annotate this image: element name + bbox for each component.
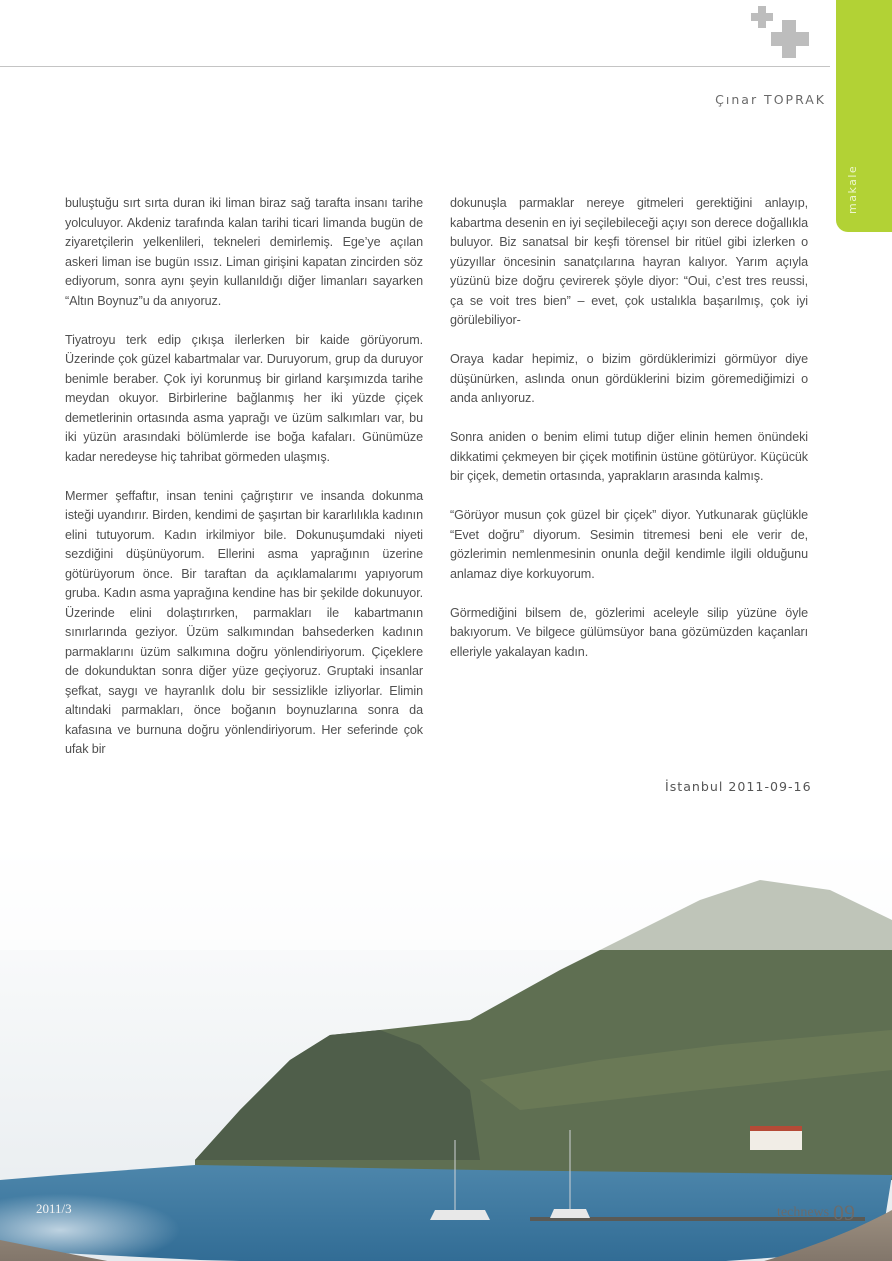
paragraph: Tiyatroyu terk edip çıkışa ilerlerken bir kaide görüyorum. Üzerinde çok güzel kabartmalar var. Duruyorum, grup da duruyor benimle beraber. Çok iyi korunmuş bir girland karşımızda tarihe meydan okuyor. Birbirlerine bağlanmış her iki yüzde çiçek demetlerinin ortasında asma yaprağı ve üzüm salkımları var, bu iki yüzün arasındaki bölümlerde ise boğa kafaları. Günümüze kadar neredeyse hiç tahribat görmeden ulaşmış. bbox=[65, 332, 423, 464]
harbor-ruins-photo bbox=[0, 830, 892, 1261]
author-name: Çınar TOPRAK bbox=[715, 92, 826, 107]
issue-number: 2011/3 bbox=[36, 1201, 72, 1216]
paragraph: Mermer şeffaftır, insan tenini çağrıştırır ve insanda dokunma isteği uyandırır. Birden, kendimi de şaşırtan bir kararlılıkla kadının elini tutuyorum. Kadın irkilmiyor bile. Dokunuşumdaki niyeti sezdiğini düşünüyorum. Ellerini asma yaprağının üzerine götürüyorum önce. Bir taraftan da açıklamalarımı yapıyorum gruba. Kadın asma yaprağına kendine has bir şekilde dokunuyor. Üzerinde elini dolaştırırken, parmakları ile kabartmanın sınırlarında geziyor. Üzüm salkımından bahsederken kadının parmaklarını üzüm salkımına doğru yönlendiriyorum. Çiçeklere de dokunduktan sonra diğer yüze geçiyoruz. Gruptaki insanlar şefkat, saygı ve hayranlık dolu bir sessizlikle izliyorlar. Elimin altındaki parmakları, önce boğanın boynuzlarına sonra da kafasına ve burnuna doğru yönlendiriyorum. Her seferinde çok ufak bir bbox=[65, 488, 423, 756]
paragraph: buluştuğu sırt sırta duran iki liman biraz sağ tarafta insanı tarihe yolculuyor. Akdeniz tarafında kalan tarihi ticari limanda bugün de ziyaretçilerin yelkenlileri, tekneleri demirlemiş. Ege’ye açılan askeri liman ise bugün ıssız. Liman girişini kapatan zincirden söz ediyorum, sonra aynı şeyin kullanıldığı diğer limanları sayarken “Altın Boynuz”u da anıyoruz. bbox=[65, 196, 423, 308]
paragraph: Oraya kadar hepimiz, o bizim gördüklerimizi görmüyor diye düşünürken, aslında onun gördüklerini bizim göremediğimizi o anda anlıyoruz. bbox=[450, 352, 808, 405]
paragraph: “Görüyor musun çok güzel bir çiçek” diyor. Yutkunarak güçlükle “Evet doğru” diyorum. Sesimin titremesi beni ele verir de, gözlerimin nemlenmesinin onunla değil kendimle ilgili olduğunu anlamaz diye korkuyorum. bbox=[450, 508, 808, 581]
article-signature: İstanbul 2011-09-16 bbox=[665, 779, 812, 794]
paragraph: Görmediğini bilsem de, gözlerimi aceleyle silip yüzüne öyle bakıyorum. Ve bilgece gülümsüyor bana gözümüzden kaçanları elleriyle yakalayan kadın. bbox=[450, 605, 808, 659]
page-number: 09 bbox=[833, 1200, 855, 1225]
plus-crosses-icon bbox=[750, 6, 812, 58]
section-tab-label: makale bbox=[846, 164, 859, 214]
article-left-column bbox=[65, 194, 423, 779]
header-divider bbox=[0, 66, 830, 67]
paragraph: dokunuşla parmaklar nereye gitmeleri gerektiğini anlayıp, kabartma desenin en iyi seçilebileceği açıyı son derece doğallıkla buluyor. Biz sanatsal bir keşfi törensel bir ritüel gibi izlerken o yüzyıllar öncesinin sanatçılarına hayran kalıyor. Yarım açıyla yüzünü bize doğru çevirerek şöyle diyor: “Oui, c’est tres reussi, ça se voit tres bien” – evet, çok ustalıkla başarılmış, çok iyi görülebiliyor- bbox=[450, 196, 808, 327]
paragraph: Sonra aniden o benim elimi tutup diğer elinin hemen önündeki dikkatimi çekmeyen bir çiçek motifinin üstüne götürüyor. Küçücük bir çiçek, demetin ortasında, yaprakların arasında kalmış. bbox=[450, 430, 808, 483]
magazine-brand: technews bbox=[777, 1205, 830, 1220]
section-tab bbox=[836, 0, 892, 232]
article-right-column bbox=[450, 194, 808, 682]
